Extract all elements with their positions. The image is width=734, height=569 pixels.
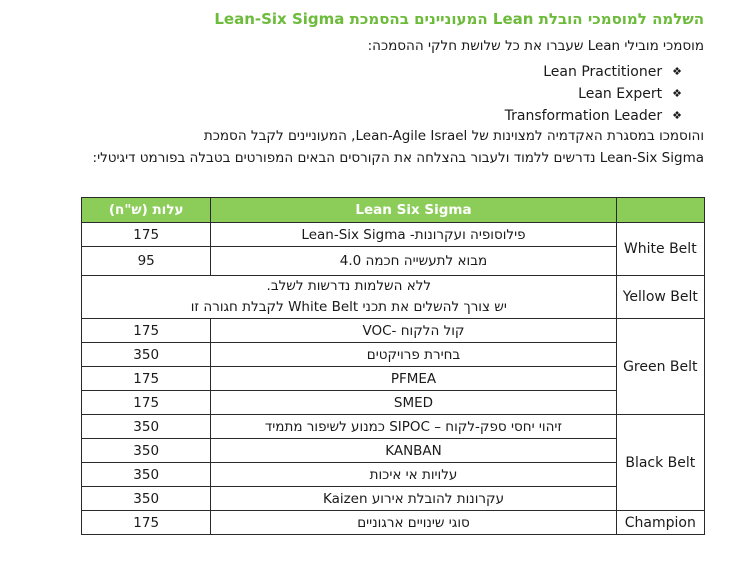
- belt-yellow: Yellow Belt: [616, 276, 704, 319]
- belt-black: Black Belt: [616, 415, 704, 511]
- certification-parts-list: [505, 61, 704, 127]
- paragraph-1: והוסמכו במסגרת האקדמיה למצוינות של Lean-Agile Israel, המעוניינים לקבל הסמכת: [203, 128, 704, 144]
- yellow-note-line-2: יש צורך להשלים את תכני White Belt לקבלת חגורה זו: [190, 299, 507, 315]
- course-cell: PFMEA: [211, 367, 616, 391]
- paragraph-2: Lean-Six Sigma נדרשים ללמוד ולעבור בהצלחה את הקורסים הבאים המפורטים בטבלה בפורמט דיגיטלי:: [92, 150, 704, 166]
- cost-cell: 175: [82, 367, 211, 391]
- header-cost: עלות (ש"ח): [82, 198, 211, 223]
- course-cell: SMED: [211, 391, 616, 415]
- header-belt: [616, 198, 704, 223]
- cost-cell: 175: [82, 511, 211, 535]
- course-cell: קול הלקוח -VOC: [211, 319, 616, 343]
- cost-cell: 175: [82, 391, 211, 415]
- belt-champion: Champion: [616, 511, 704, 535]
- cost-cell: 95: [82, 247, 211, 276]
- cost-cell: 350: [82, 487, 211, 511]
- table-row: [82, 319, 705, 343]
- table-row: [82, 463, 705, 487]
- course-cell: פילוסופיה ועקרונות- Lean-Six Sigma: [211, 223, 616, 247]
- table-row: [82, 247, 705, 276]
- table-row: [82, 511, 705, 535]
- course-table: [81, 197, 705, 535]
- table-row: [82, 391, 705, 415]
- intro-text: מוסמכי מובילי Lean שעברו את כל שלושת חלקי ההסמכה:: [367, 38, 704, 54]
- diamond-bullet-icon: ❖: [672, 87, 682, 100]
- list-item: [505, 61, 704, 83]
- course-cell: מבוא לתעשייה חכמה 4.0: [211, 247, 616, 276]
- cost-cell: 350: [82, 439, 211, 463]
- list-item-label: Lean Practitioner: [543, 64, 663, 80]
- cost-cell: 350: [82, 463, 211, 487]
- list-item-label: Lean Expert: [578, 86, 663, 102]
- cost-cell: 350: [82, 343, 211, 367]
- page-heading: השלמה למוסמכי הובלת Lean המעוניינים בהסמכת Lean-Six Sigma: [214, 10, 704, 28]
- diamond-bullet-icon: ❖: [672, 65, 682, 78]
- cost-cell: 350: [82, 415, 211, 439]
- course-cell: בחירת פרויקטים: [211, 343, 616, 367]
- cost-cell: 175: [82, 223, 211, 247]
- list-item: [505, 83, 704, 105]
- header-course: Lean Six Sigma: [211, 198, 616, 223]
- course-cell: סוגי שינויים ארגוניים: [211, 511, 616, 535]
- list-item: [505, 105, 704, 127]
- table-row: [82, 439, 705, 463]
- yellow-note-cell: [82, 276, 617, 319]
- table-row: [82, 223, 705, 247]
- table-row: [82, 276, 705, 319]
- table-row: [82, 343, 705, 367]
- table-row: [82, 487, 705, 511]
- table-row: [82, 415, 705, 439]
- course-cell: עלויות אי איכות: [211, 463, 616, 487]
- course-cell: עקרונות להובלת אירוע Kaizen: [211, 487, 616, 511]
- table-row: [82, 367, 705, 391]
- cost-cell: 175: [82, 319, 211, 343]
- diamond-bullet-icon: ❖: [672, 109, 682, 122]
- list-item-label: Transformation Leader: [504, 108, 663, 124]
- belt-green: Green Belt: [616, 319, 704, 415]
- belt-white: White Belt: [616, 223, 704, 276]
- course-cell: זיהוי יחסי ספק-לקוח – SIPOC כמנוע לשיפור מתמיד: [211, 415, 616, 439]
- yellow-note-line-1: ללא השלמות נדרשות לשלב.: [266, 278, 432, 294]
- course-cell: KANBAN: [211, 439, 616, 463]
